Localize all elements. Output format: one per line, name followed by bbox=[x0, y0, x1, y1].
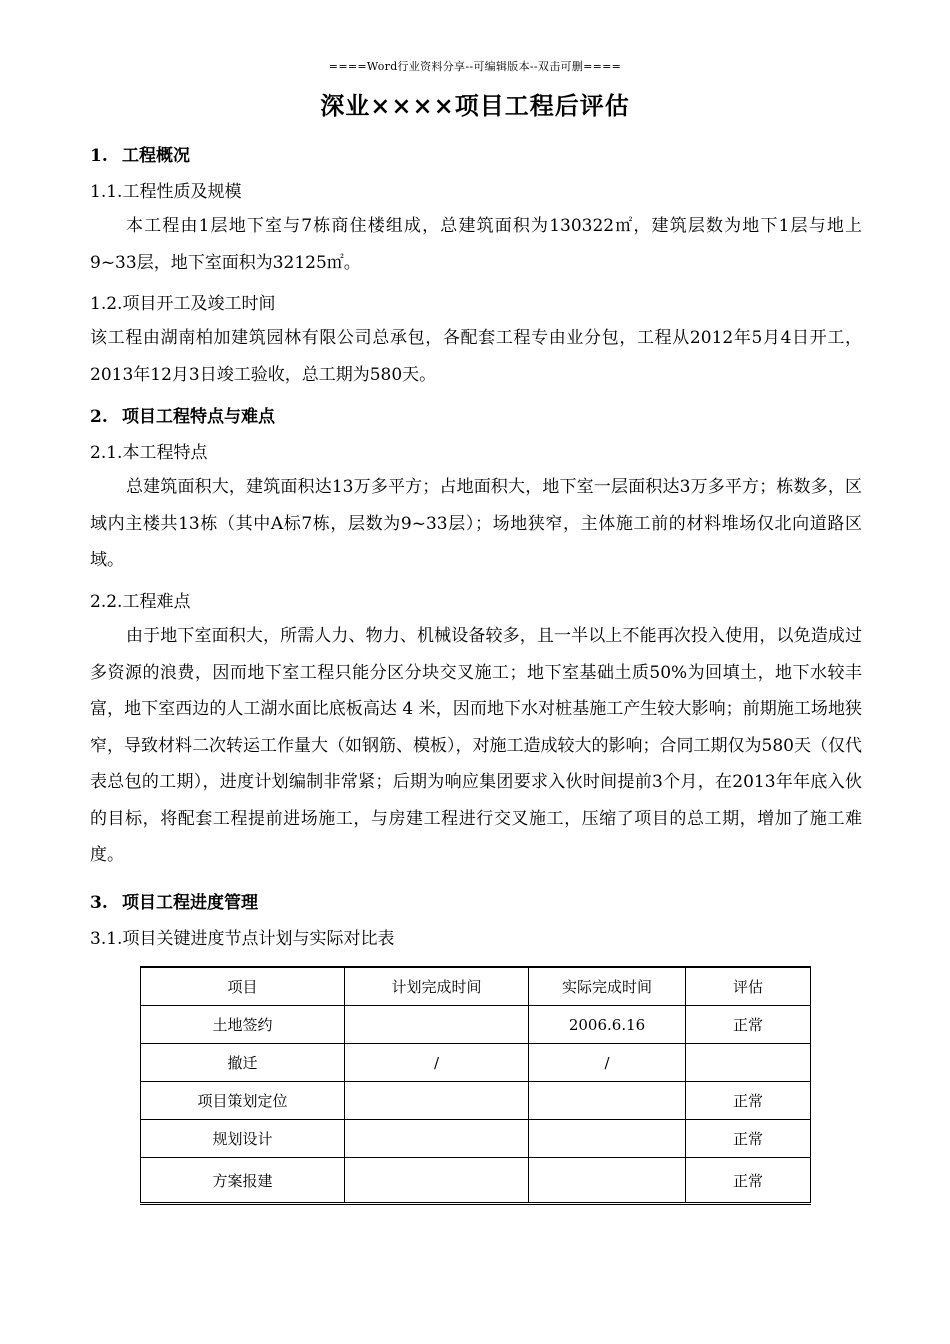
table-cell bbox=[686, 1044, 811, 1082]
section-1-heading bbox=[90, 141, 190, 166]
document-title: 深业××××项目工程后评估 bbox=[320, 91, 630, 120]
table-cell: 方案报建 bbox=[141, 1158, 345, 1204]
column-header-planned-date: 计划完成时间 bbox=[345, 967, 529, 1006]
section-2-2-heading: 2.2.工程难点 bbox=[90, 592, 191, 612]
section-title: 项目工程特点与难点 bbox=[122, 407, 275, 427]
table-row bbox=[141, 1082, 811, 1120]
column-header-evaluation: 评估 bbox=[686, 967, 811, 1006]
table-cell: 规划设计 bbox=[141, 1120, 345, 1158]
table-cell: 项目策划定位 bbox=[141, 1082, 345, 1120]
column-header-actual-date: 实际完成时间 bbox=[529, 967, 686, 1006]
table-cell: / bbox=[529, 1044, 686, 1082]
section-title: 工程概况 bbox=[122, 146, 190, 166]
progress-comparison-table bbox=[140, 966, 810, 1205]
section-title: 项目工程进度管理 bbox=[122, 893, 258, 913]
table-row bbox=[141, 1044, 811, 1082]
section-number: 2. bbox=[90, 407, 108, 427]
table-cell: 土地签约 bbox=[141, 1006, 345, 1044]
table-cell bbox=[529, 1158, 686, 1204]
table-cell bbox=[345, 1006, 529, 1044]
section-number: 3. bbox=[90, 893, 108, 913]
section-2-2-paragraph: 由于地下室面积大，所需人力、物力、机械设备较多，且一半以上不能再次投入使用，以免造成过多资源的浪费，因而地下室工程只能分区分块交叉施工；地下室基础土质50%为回填土，地下水较丰富，地下室西边的人工湖水面比底板高达 4 米，因而地下水对桩基施工产生较大影响；前期施工场地狭窄，导致材料二次转运工作量大（如钢筋、模板），对施工造成较大的影响；合同工期仅为580天（仅代表总包的工期），进度计划编制非常紧；后期为响应集团要求入伙时间提前3个月，在2013年年底入伙的目标，将配套工程提前进场施工，与房建工程进行交叉施工，压缩了项目的总工期，增加了施工难度。 bbox=[90, 626, 862, 865]
header-banner: ====Word行业资料分享--可编辑版本--双击可删==== bbox=[328, 60, 622, 73]
table-cell bbox=[345, 1120, 529, 1158]
column-header-item: 项目 bbox=[141, 967, 345, 1006]
section-number: 1. bbox=[90, 146, 108, 166]
table-row bbox=[141, 1158, 811, 1204]
section-1-1-heading: 1.1.工程性质及规模 bbox=[90, 182, 242, 202]
section-1-1-paragraph: 本工程由1层地下室与7栋商住楼组成，总建筑面积为130322㎡，建筑层数为地下1层与地上9~33层，地下室面积为32125㎡。 bbox=[90, 216, 862, 273]
table-cell bbox=[345, 1158, 529, 1204]
table-cell: 正常 bbox=[686, 1120, 811, 1158]
table-cell: 正常 bbox=[686, 1006, 811, 1044]
section-3-heading bbox=[90, 888, 258, 913]
table-row bbox=[141, 1120, 811, 1158]
section-1-2-heading: 1.2.项目开工及竣工时间 bbox=[90, 294, 276, 314]
table-cell: 正常 bbox=[686, 1158, 811, 1204]
table-header-row bbox=[141, 967, 811, 1006]
table-row bbox=[141, 1006, 811, 1044]
table-cell bbox=[345, 1082, 529, 1120]
table-cell: / bbox=[345, 1044, 529, 1082]
section-2-1-heading: 2.1.本工程特点 bbox=[90, 443, 208, 463]
section-3-1-heading: 3.1.项目关键进度节点计划与实际对比表 bbox=[90, 929, 395, 949]
table-cell bbox=[529, 1082, 686, 1120]
section-2-heading bbox=[90, 402, 275, 427]
table-cell: 撤迁 bbox=[141, 1044, 345, 1082]
table-cell: 正常 bbox=[686, 1082, 811, 1120]
section-2-1-paragraph: 总建筑面积大，建筑面积达13万多平方；占地面积大，地下室一层面积达3万多平方；栋数多，区域内主楼共13栋（其中A标7栋，层数为9~33层）；场地狭窄，主体施工前的材料堆场仅北向道路区域。 bbox=[90, 477, 862, 570]
table-cell: 2006.6.16 bbox=[529, 1006, 686, 1044]
section-1-2-paragraph: 该工程由湖南柏加建筑园林有限公司总承包，各配套工程专由业分包，工程从2012年5月4日开工，2013年12月3日竣工验收，总工期为580天。 bbox=[90, 328, 862, 385]
table-cell bbox=[529, 1120, 686, 1158]
